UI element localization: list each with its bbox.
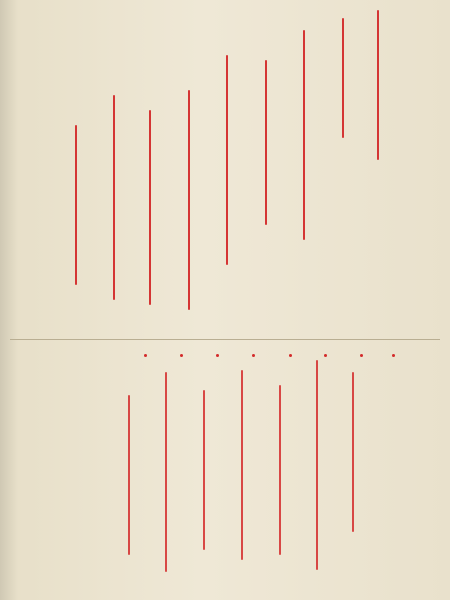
red-pen-mark xyxy=(352,372,354,532)
red-pen-mark xyxy=(203,390,205,550)
red-dot-mark xyxy=(144,354,147,357)
red-pen-mark xyxy=(165,372,167,572)
red-pen-mark xyxy=(128,395,130,555)
bottom-text-columns xyxy=(10,347,440,595)
red-pen-mark xyxy=(113,95,115,300)
red-pen-mark xyxy=(226,55,228,265)
red-dot-mark xyxy=(216,354,219,357)
red-pen-mark xyxy=(75,125,77,285)
red-pen-mark xyxy=(188,90,190,310)
red-pen-mark xyxy=(377,10,379,160)
section-divider xyxy=(10,339,440,340)
red-dot-mark xyxy=(252,354,255,357)
red-pen-mark xyxy=(303,30,305,240)
bottom-text-section xyxy=(10,347,440,595)
red-pen-mark xyxy=(316,360,318,570)
red-dot-mark xyxy=(324,354,327,357)
red-dot-mark xyxy=(392,354,395,357)
red-dot-mark xyxy=(360,354,363,357)
red-pen-mark xyxy=(279,385,281,555)
red-pen-mark xyxy=(149,110,151,305)
red-pen-mark xyxy=(342,18,344,138)
red-dot-mark xyxy=(289,354,292,357)
red-pen-mark xyxy=(265,60,267,225)
red-pen-mark xyxy=(241,370,243,560)
red-dot-mark xyxy=(180,354,183,357)
